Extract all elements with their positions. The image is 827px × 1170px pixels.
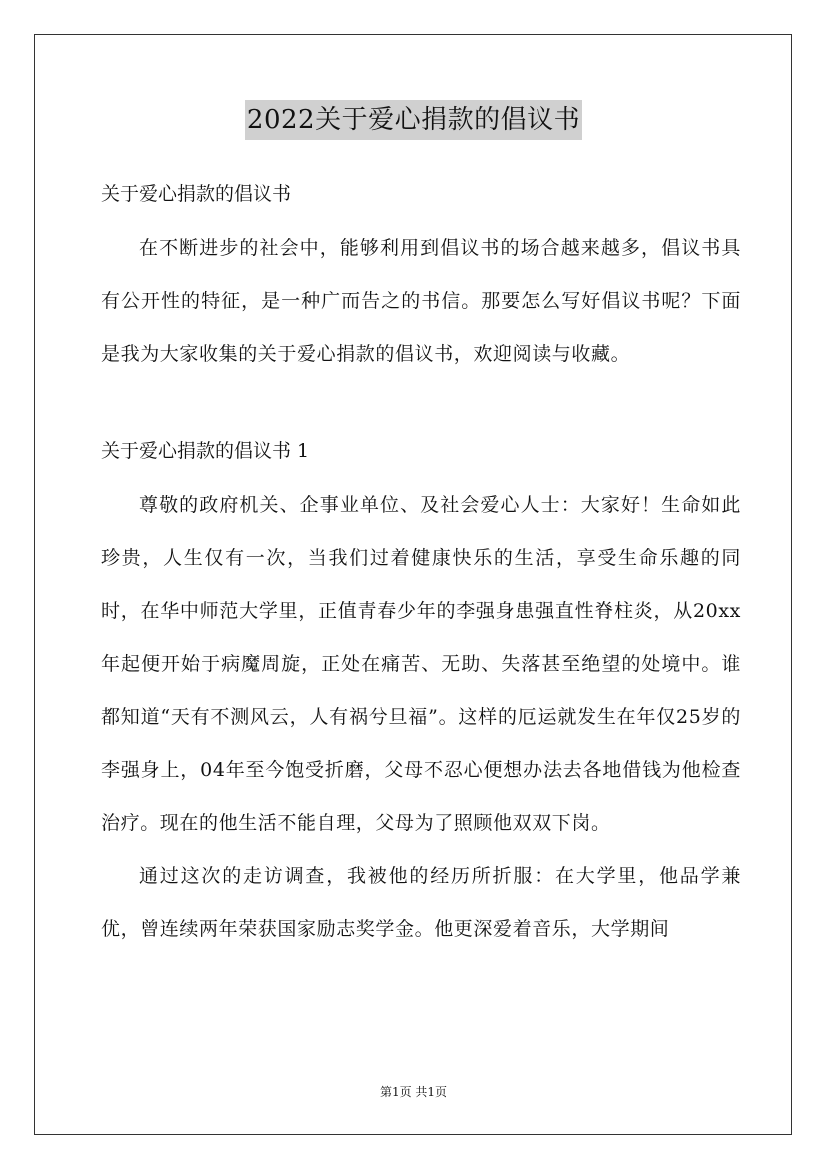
title-container <box>0 100 827 140</box>
document-body <box>101 172 741 956</box>
intro-heading: 关于爱心捐款的倡议书 <box>101 183 292 205</box>
section1-paragraph-1: 尊敬的政府机关、企事业单位、及社会爱心人士：大家好！生命如此珍贵，人生仅有一次，当我们过着健康快乐的生活，享受生命乐趣的同时，在华中师范大学里，正值青春少年的李强身患强直性脊柱炎，从20xx年起便开始于病魔周旋，正处在痛苦、无助、失落甚至绝望的处境中。谁都知道“天有不测风云，人有祸兮旦福”。这样的厄运就发生在年仅25岁的李强身上，04年至今饱受折磨，父母不忍心便想办法去各地借钱为他检查治疗。现在的他生活不能自理，父母为了照顾他双双下岗。 <box>101 494 741 834</box>
page-footer: 第1页 共1页 <box>379 1085 448 1099</box>
section1-paragraph-2: 通过这次的走访调查，我被他的经历所折服：在大学里，他品学兼优，曾连续两年荣获国家励志奖学金。他更深爱着音乐，大学期间 <box>101 865 741 940</box>
document-title: 2022关于爱心捐款的倡议书 <box>245 100 582 140</box>
intro-paragraph: 在不断进步的社会中，能够利用到倡议书的场合越来越多，倡议书具有公开性的特征，是一种广而告之的书信。那要怎么写好倡议书呢？下面是我为大家收集的关于爱心捐款的倡议书，欢迎阅读与收藏。 <box>101 237 741 365</box>
section1-heading: 关于爱心捐款的倡议书 1 <box>101 440 310 462</box>
